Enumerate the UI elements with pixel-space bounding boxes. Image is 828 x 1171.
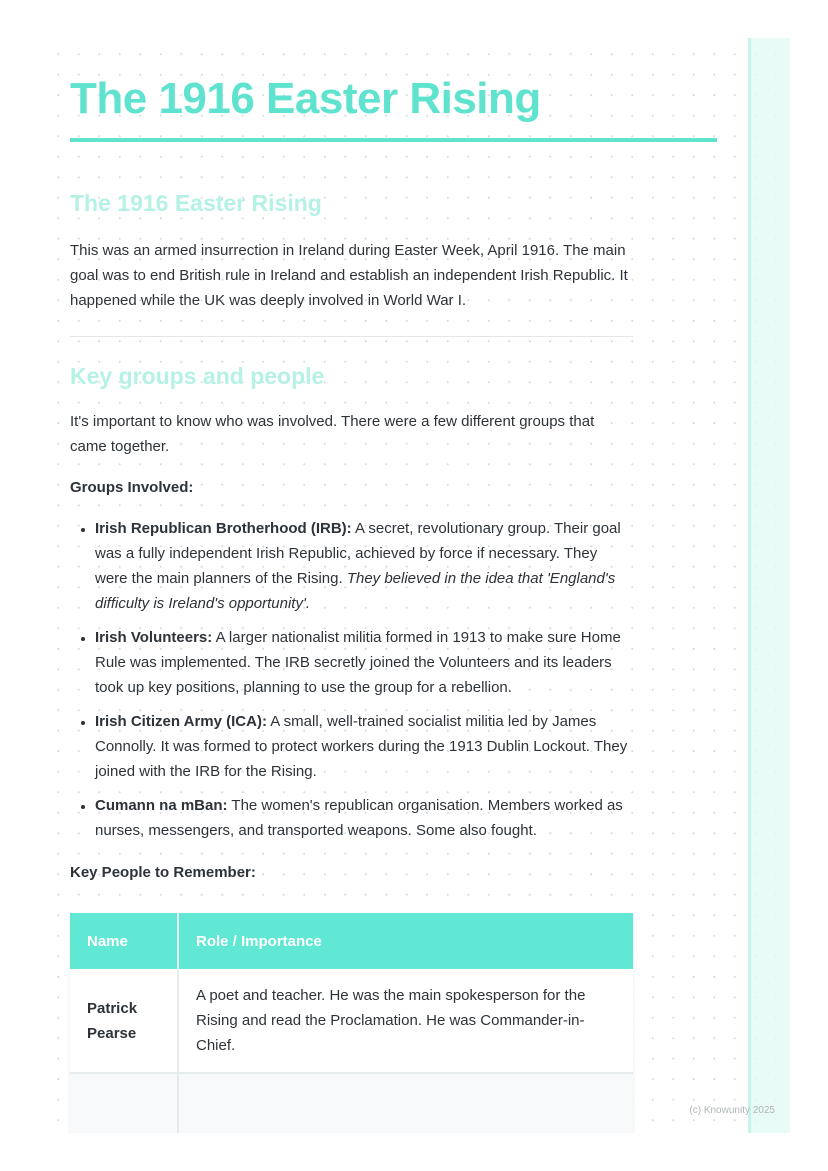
page-title: The 1916 Easter Rising <box>70 74 541 123</box>
group-name: Irish Volunteers: <box>95 629 213 646</box>
people-label: Key People to Remember: <box>70 864 256 881</box>
group-description: The women's republican organisation. Members worked as nurses, messengers, and transported weapons. Some also fought. <box>95 797 623 839</box>
document-page <box>40 38 790 1133</box>
list-item <box>95 516 633 616</box>
list-item <box>95 793 633 843</box>
table-row <box>70 969 633 1073</box>
person-name <box>70 1073 178 1133</box>
group-name: Cumann na mBan: <box>95 797 228 814</box>
person-role: A poet and teacher. He was the main spokesperson for the Rising and read the Proclamation. He was Commander-in-Chief. <box>178 969 633 1073</box>
group-name: Irish Republican Brotherhood (IRB): <box>95 520 352 537</box>
list-item <box>95 625 633 700</box>
key-people-table <box>70 913 633 1133</box>
group-description: A larger nationalist militia formed in 1913 to make sure Home Rule was implemented. The IRB secretly joined the Volunteers and its leaders took up key positions, planning to use the group for a rebellion. <box>95 629 621 696</box>
margin-strip <box>748 38 790 1133</box>
header-name: Name <box>70 913 178 969</box>
group-quote: They believed in the idea that 'England's difficulty is Ireland's opportunity'. <box>95 570 616 612</box>
section-heading: The 1916 Easter Rising <box>70 190 322 216</box>
person-role <box>178 1073 633 1133</box>
header-role: Role / Importance <box>178 913 633 969</box>
table-row <box>70 1073 633 1133</box>
list-item <box>95 709 633 784</box>
groups-intro: It's important to know who was involved. There were a few different groups that came together. <box>70 413 595 455</box>
groups-list <box>70 516 633 843</box>
intro-paragraph: This was an armed insurrection in Ireland during Easter Week, April 1916. The main goal was to end British rule in Ireland and establish an independent Irish Republic. It happened while the UK was deeply involved in World War I. <box>70 242 628 309</box>
section-heading: Key groups and people <box>70 363 325 389</box>
person-name: Patrick Pearse <box>70 969 178 1073</box>
copyright: (c) Knowunity 2025 <box>689 1105 775 1116</box>
groups-label: Groups Involved: <box>70 479 194 496</box>
table-header <box>70 913 633 969</box>
group-name: Irish Citizen Army (ICA): <box>95 713 267 730</box>
group-description: A secret, revolutionary group. Their goal was a fully independent Irish Republic, achieved by force if necessary. They were the main planners of the Rising. <box>95 520 621 587</box>
group-description: A small, well-trained socialist militia led by James Connolly. It was formed to protect workers during the 1913 Dublin Lockout. They joined with the IRB for the Rising. <box>95 713 628 780</box>
